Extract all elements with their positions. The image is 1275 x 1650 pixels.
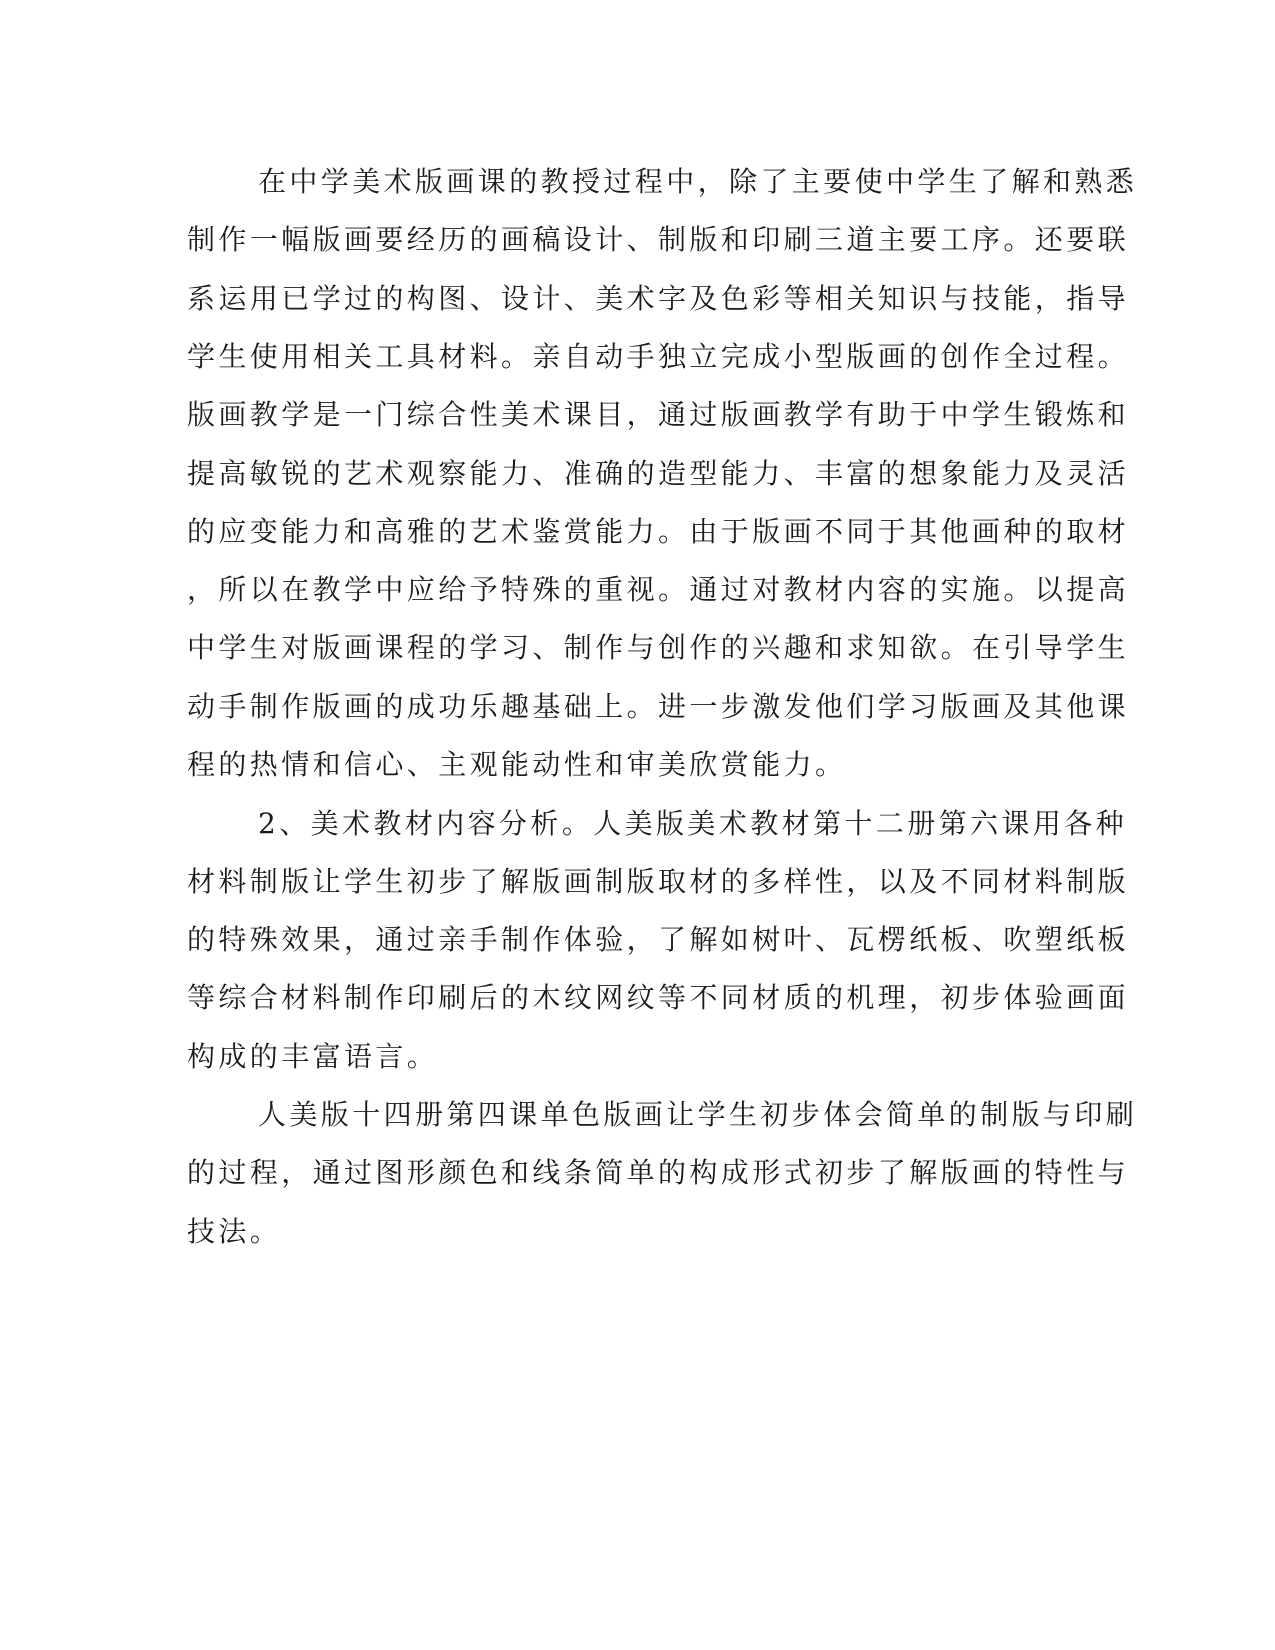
text-line: 动手制作版画的成功乐趣基础上。进一步激发他们学习版画及其他课 bbox=[187, 690, 1130, 723]
text-line: 的特殊效果，通过亲手制作体验，了解如树叶、瓦楞纸板、吹塑纸板 bbox=[187, 923, 1130, 956]
text-line: 技法。 bbox=[187, 1215, 282, 1248]
text-line: 程的热情和信心、主观能动性和审美欣赏能力。 bbox=[187, 748, 847, 781]
text-line: 制作一幅版画要经历的画稿设计、制版和印刷三道主要工序。还要联 bbox=[187, 223, 1130, 256]
text-line: 2、美术教材内容分析。人美版美术教材第十二册第六课用各种 bbox=[258, 807, 1128, 840]
text-line: 人美版十四册第四课单色版画让学生初步体会简单的制版与印刷 bbox=[258, 1098, 1138, 1131]
text-line: 版画教学是一门综合性美术课目，通过版画教学有助于中学生锻炼和 bbox=[187, 398, 1130, 431]
text-line: 在中学美术版画课的教授过程中，除了主要使中学生了解和熟悉 bbox=[258, 165, 1138, 198]
text-line: 等综合材料制作印刷后的木纹网纹等不同材质的机理，初步体验画面 bbox=[187, 981, 1130, 1014]
text-line: 中学生对版画课程的学习、制作与创作的兴趣和求知欲。在引导学生 bbox=[187, 631, 1130, 664]
text-line: 的应变能力和高雅的艺术鉴赏能力。由于版画不同于其他画种的取材 bbox=[187, 515, 1130, 548]
text-line: 系运用已学过的构图、设计、美术字及色彩等相关知识与技能，指导 bbox=[187, 282, 1130, 315]
text-line: 学生使用相关工具材料。亲自动手独立完成小型版画的创作全过程。 bbox=[187, 340, 1130, 373]
text-line: 构成的丰富语言。 bbox=[187, 1040, 439, 1073]
text-line: ，所以在教学中应给予特殊的重视。通过对教材内容的实施。以提高 bbox=[187, 573, 1130, 606]
text-line: 提高敏锐的艺术观察能力、准确的造型能力、丰富的想象能力及灵活 bbox=[187, 457, 1130, 490]
text-line: 的过程，通过图形颜色和线条简单的构成形式初步了解版画的特性与 bbox=[187, 1156, 1130, 1189]
text-line: 材料制版让学生初步了解版画制版取材的多样性，以及不同材料制版 bbox=[187, 865, 1130, 898]
